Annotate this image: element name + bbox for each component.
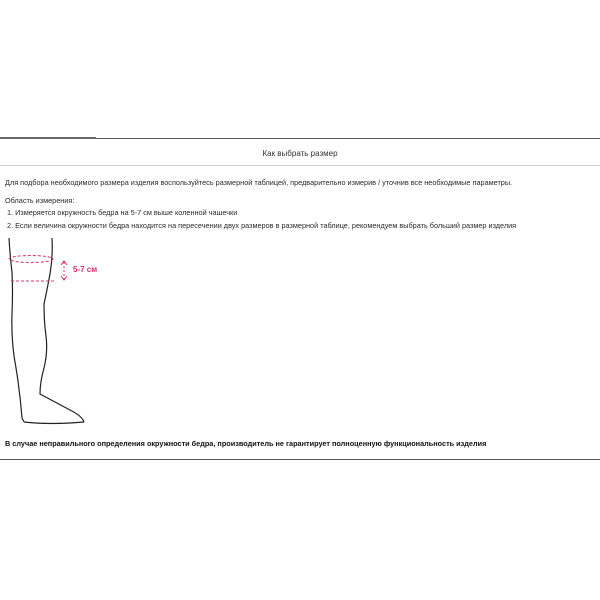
- foot-sole: [24, 422, 84, 424]
- measurement-rule-2: 2. Если величина окружности бедра находится на пересечении двух размеров в размерной таблице, рекомендуем выбрать больший размер изделия: [7, 221, 517, 230]
- size-guide-panel: [0, 138, 600, 460]
- leg-front-contour: [9, 238, 24, 422]
- upper-measurement-ring: [9, 256, 53, 263]
- measurement-label: 5-7 см: [73, 265, 98, 274]
- panel-top-border-accent: [0, 137, 96, 139]
- warning-text: В случае неправильного определения окружности бедра, производитель не гарантирует полноценную функциональность изделия: [5, 439, 487, 448]
- panel-bottom-border: [0, 459, 600, 460]
- leg-outline-icon: [0, 232, 120, 432]
- size-guide-title: Как выбрать размер: [262, 149, 338, 158]
- title-divider: [0, 165, 600, 166]
- measurement-area-heading: Область измерения:: [5, 196, 75, 205]
- measurement-rule-1: 1. Измеряется окружность бедра на 5-7 см выше коленной чашечки: [7, 208, 238, 217]
- size-guide-intro: Для подбора необходимого размера изделия воспользуйтесь размерной таблицей, предварительно измерив / уточнив все необходимые параметры.: [5, 178, 513, 187]
